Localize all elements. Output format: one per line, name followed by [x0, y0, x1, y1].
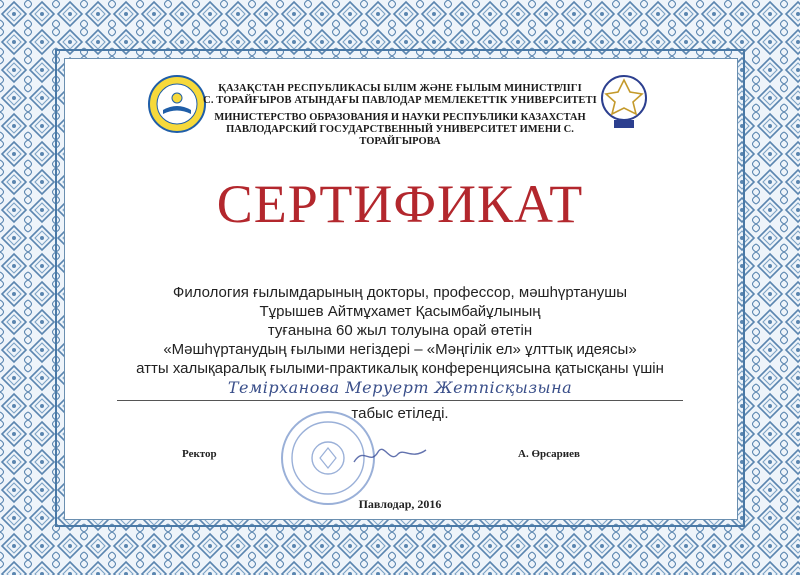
awarded-text: табыс етіледі. [351, 405, 449, 422]
certificate-title: СЕРТИФИКАТ [216, 174, 584, 234]
rector-signature-icon [350, 440, 430, 470]
recipient-name: Темірханова Меруерт Жетпісқызына [227, 378, 573, 397]
header-ru-line1: МИНИСТЕРСТВО ОБРАЗОВАНИЯ И НАУКИ РЕСПУБЛИКИ КАЗАХСТАН [214, 112, 586, 123]
body-line: «Мәшһүртанудың ғылыми негіздері – «Мәңгілік ел» ұлттық идеясы» [163, 341, 637, 358]
place-date: Павлодар, 2016 [358, 497, 442, 511]
recipient-underline [117, 400, 683, 401]
header-kz-line2: С. ТОРАЙҒЫРОВ АТЫНДАҒЫ ПАВЛОДАР МЕМЛЕКЕТТІК УНИВЕРСИТЕТІ [203, 95, 597, 106]
header-ru [190, 112, 610, 148]
body-line: туғанына 60 жыл толуына орай өтетін [267, 322, 533, 339]
body-line: атты халықаралық ғылыми-практикалық конференциясына қатысқаны үшін [136, 360, 664, 377]
header-ru-line2: ПАВЛОДАРСКИЙ ГОСУДАРСТВЕННЫЙ УНИВЕРСИТЕТ ИМЕНИ С. ТОРАЙГЫРОВА [226, 124, 574, 147]
header-kz [190, 83, 610, 107]
body-line: Тұрышев Айтмұхамет Қасымбайұлының [259, 303, 541, 320]
certificate-body [90, 283, 710, 378]
header-kz-line1: ҚАЗАҚСТАН РЕСПУБЛИКАСЫ БІЛІМ ЖӘНЕ ҒЫЛЫМ МИНИСТРЛІГІ [218, 83, 582, 94]
body-line: Филология ғылымдарының докторы, профессор, мәшһүртанушы [172, 284, 628, 301]
rector-label: Ректор [182, 448, 217, 460]
rector-name: А. Өрсариев [518, 448, 580, 460]
